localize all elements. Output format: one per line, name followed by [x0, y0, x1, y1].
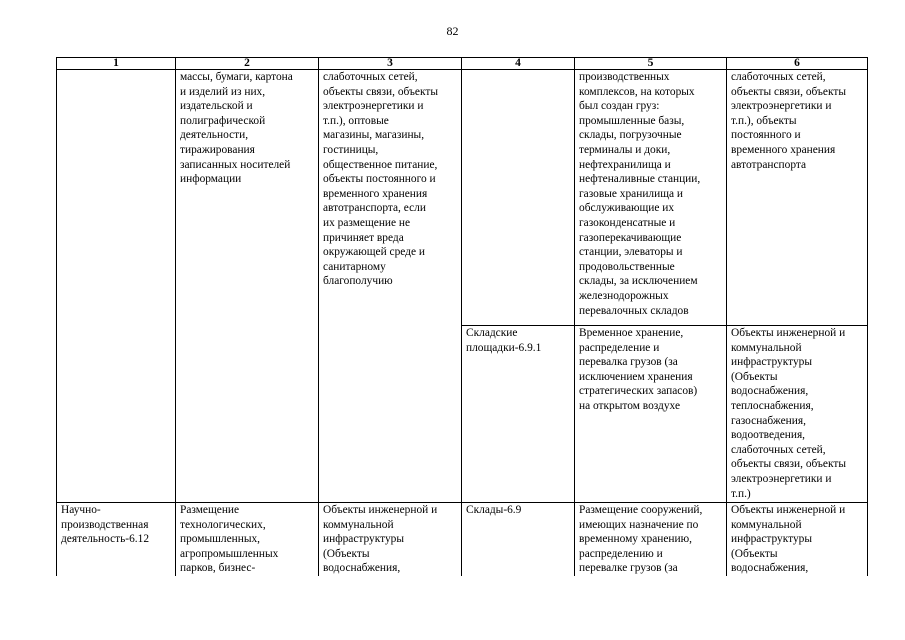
- column-header-6: 6: [727, 58, 868, 70]
- column-header-1: 1: [57, 58, 176, 70]
- table-cell: Складские площадки-6.9.1: [462, 326, 575, 503]
- table-cell: Размещение технологических, промышленных, агропромышленных парков, бизнес-: [176, 503, 319, 576]
- table-cell: слаботочных сетей, объекты связи, объекты электроэнергетики и т.п.), объекты постоянного и временного хранения автотранспорта: [727, 70, 868, 326]
- table-cell: Объекты инженерной и коммунальной инфраструктуры (Объекты водоснабжения, теплоснабжения, газоснабжения, водоотведения, слаботочных сетей, объекты связи, объекты электроэнергетики и т.п.): [727, 326, 868, 503]
- land-use-table: [56, 57, 868, 576]
- page-number: 82: [446, 24, 459, 38]
- table-cell: Научно- производственная деятельность-6.12: [57, 503, 176, 576]
- table-cell: Склады-6.9: [462, 503, 575, 576]
- table-row: [57, 503, 868, 576]
- table-cell: Объекты инженерной и коммунальной инфраструктуры (Объекты водоснабжения,: [319, 503, 462, 576]
- column-header-2: 2: [176, 58, 319, 70]
- table-cell: Размещение сооружений, имеющих назначение по временному хранению, распределению и перевалке грузов (за: [575, 503, 727, 576]
- column-header-4: 4: [462, 58, 575, 70]
- table-cell: Временное хранение, распределение и перевалка грузов (за исключением хранения стратегических запасов) на открытом воздухе: [575, 326, 727, 503]
- table-header-row: [57, 58, 868, 70]
- column-header-5: 5: [575, 58, 727, 70]
- table-cell: [462, 70, 575, 326]
- table-cell: Объекты инженерной и коммунальной инфраструктуры (Объекты водоснабжения,: [727, 503, 868, 576]
- column-header-3: 3: [319, 58, 462, 70]
- table-cell: слаботочных сетей, объекты связи, объекты электроэнергетики и т.п.), оптовые магазины, магазины, гостиницы, общественное питание, объекты постоянного и временного хранения автотранспорта, если их размещение не причиняет вреда окружающей среде и санитарному благополучию: [319, 70, 462, 503]
- table-cell: [57, 70, 176, 503]
- table-row: [57, 70, 868, 326]
- table-cell: производственных комплексов, на которых был создан груз: промышленные базы, склады, погрузочные терминалы и доки, нефтехранилища и нефтеналивные станции, газовые хранилища и обслуживающие их газоконденсатные и газоперекачивающие станции, элеваторы и продовольственные склады, за исключением железнодорожных перевалочных складов: [575, 70, 727, 326]
- table-cell: массы, бумаги, картона и изделий из них, издательской и полиграфической деятельности, тиражирования записанных носителей информации: [176, 70, 319, 503]
